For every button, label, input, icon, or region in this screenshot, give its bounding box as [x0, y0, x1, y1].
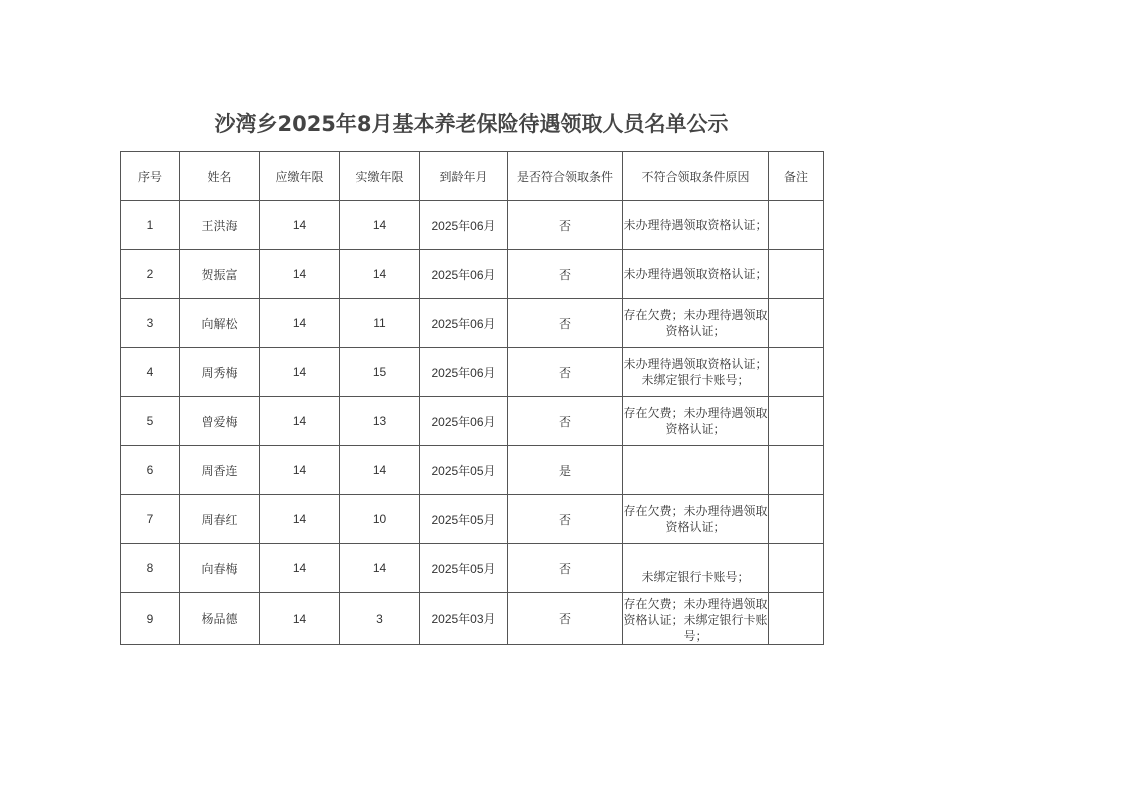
cell-reason: 存在欠费；未办理待遇领取资格认证； — [623, 299, 769, 348]
table-row — [121, 544, 824, 593]
table-row — [121, 397, 824, 446]
cell-eligible: 否 — [508, 495, 623, 544]
cell-note — [769, 250, 824, 299]
cell-no: 2 — [121, 250, 180, 299]
header-required-years: 应缴年限 — [260, 152, 340, 201]
cell-required-years: 14 — [260, 495, 340, 544]
table-row — [121, 593, 824, 645]
cell-eligible: 否 — [508, 250, 623, 299]
cell-name: 王洪海 — [180, 201, 260, 250]
cell-no: 8 — [121, 544, 180, 593]
table-row — [121, 201, 824, 250]
cell-paid-years: 14 — [340, 544, 420, 593]
cell-name: 周秀梅 — [180, 348, 260, 397]
table-header-row — [121, 152, 824, 201]
header-paid-years: 实缴年限 — [340, 152, 420, 201]
table-row — [121, 299, 824, 348]
cell-name: 向春梅 — [180, 544, 260, 593]
pension-roster-table — [120, 151, 824, 645]
cell-paid-years: 11 — [340, 299, 420, 348]
cell-reason: 未绑定银行卡账号； — [623, 544, 769, 593]
cell-paid-years: 14 — [340, 201, 420, 250]
cell-reason — [623, 446, 769, 495]
cell-reason: 未办理待遇领取资格认证； — [623, 201, 769, 250]
cell-eligible: 否 — [508, 397, 623, 446]
cell-required-years: 14 — [260, 348, 340, 397]
header-reason: 不符合领取条件原因 — [623, 152, 769, 201]
cell-name: 向解松 — [180, 299, 260, 348]
cell-paid-years: 3 — [340, 593, 420, 645]
cell-note — [769, 201, 824, 250]
cell-required-years: 14 — [260, 593, 340, 645]
cell-required-years: 14 — [260, 544, 340, 593]
cell-no: 7 — [121, 495, 180, 544]
cell-name: 曾爱梅 — [180, 397, 260, 446]
header-eligible: 是否符合领取条件 — [508, 152, 623, 201]
page-title: 沙湾乡2025年8月基本养老保险待遇领取人员名单公示 — [214, 112, 729, 136]
cell-paid-years: 14 — [340, 446, 420, 495]
cell-age-month: 2025年05月 — [420, 544, 508, 593]
header-no: 序号 — [121, 152, 180, 201]
cell-note — [769, 495, 824, 544]
cell-age-month: 2025年05月 — [420, 446, 508, 495]
table-row — [121, 348, 824, 397]
table-row — [121, 446, 824, 495]
cell-eligible: 否 — [508, 348, 623, 397]
cell-reason: 未办理待遇领取资格认证； — [623, 250, 769, 299]
cell-note — [769, 446, 824, 495]
cell-no: 1 — [121, 201, 180, 250]
cell-name: 周春红 — [180, 495, 260, 544]
cell-age-month: 2025年06月 — [420, 397, 508, 446]
cell-paid-years: 15 — [340, 348, 420, 397]
table-row — [121, 250, 824, 299]
cell-note — [769, 348, 824, 397]
cell-note — [769, 397, 824, 446]
cell-name: 周香连 — [180, 446, 260, 495]
cell-no: 6 — [121, 446, 180, 495]
cell-no: 3 — [121, 299, 180, 348]
cell-reason: 存在欠费；未办理待遇领取资格认证； — [623, 495, 769, 544]
header-age-month: 到龄年月 — [420, 152, 508, 201]
cell-reason: 存在欠费；未办理待遇领取资格认证；未绑定银行卡账号； — [623, 593, 769, 645]
cell-eligible: 否 — [508, 201, 623, 250]
cell-required-years: 14 — [260, 299, 340, 348]
cell-age-month: 2025年03月 — [420, 593, 508, 645]
cell-reason: 未办理待遇领取资格认证；未绑定银行卡账号； — [623, 348, 769, 397]
cell-reason: 存在欠费；未办理待遇领取资格认证； — [623, 397, 769, 446]
cell-age-month: 2025年06月 — [420, 299, 508, 348]
cell-required-years: 14 — [260, 397, 340, 446]
cell-note — [769, 544, 824, 593]
cell-age-month: 2025年05月 — [420, 495, 508, 544]
cell-paid-years: 14 — [340, 250, 420, 299]
cell-eligible: 否 — [508, 544, 623, 593]
cell-required-years: 14 — [260, 250, 340, 299]
cell-name: 贺振富 — [180, 250, 260, 299]
header-name: 姓名 — [180, 152, 260, 201]
cell-no: 9 — [121, 593, 180, 645]
cell-paid-years: 10 — [340, 495, 420, 544]
cell-eligible: 是 — [508, 446, 623, 495]
cell-note — [769, 593, 824, 645]
cell-required-years: 14 — [260, 446, 340, 495]
cell-age-month: 2025年06月 — [420, 348, 508, 397]
cell-eligible: 否 — [508, 299, 623, 348]
header-note: 备注 — [769, 152, 824, 201]
table-row — [121, 495, 824, 544]
cell-required-years: 14 — [260, 201, 340, 250]
cell-note — [769, 299, 824, 348]
cell-age-month: 2025年06月 — [420, 201, 508, 250]
cell-age-month: 2025年06月 — [420, 250, 508, 299]
cell-eligible: 否 — [508, 593, 623, 645]
cell-no: 5 — [121, 397, 180, 446]
cell-name: 杨品德 — [180, 593, 260, 645]
cell-paid-years: 13 — [340, 397, 420, 446]
cell-no: 4 — [121, 348, 180, 397]
